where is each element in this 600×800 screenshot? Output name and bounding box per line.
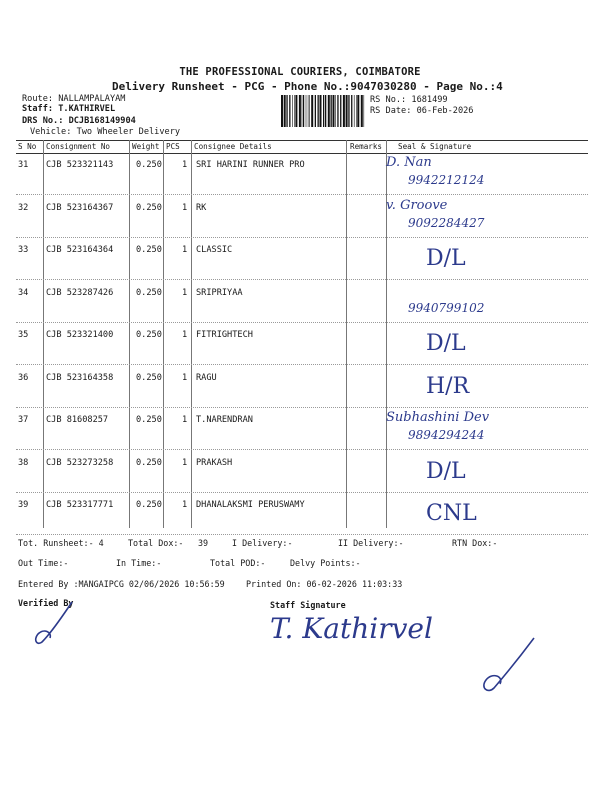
ii-delivery: II Delivery:-	[338, 538, 404, 548]
second-verifier-signature	[470, 636, 540, 696]
table-row	[16, 493, 588, 535]
i-delivery: I Delivery:-	[232, 538, 293, 548]
total-dox-value: 39	[198, 538, 209, 548]
rtn-dox: RTN Dox:-	[452, 538, 498, 548]
entered-by: Entered By :MANGAIPCG 02/06/2026 10:56:59	[18, 579, 225, 589]
route-label: Route: NALLAMPALAYAM	[22, 94, 126, 104]
row-sno: 32	[18, 202, 29, 213]
row-consignee: RK	[196, 202, 207, 213]
row-pcs: 1	[182, 202, 188, 213]
row-weight: 0.250	[136, 287, 162, 298]
row-consignee: CLASSIC	[196, 245, 233, 255]
table-row	[16, 281, 588, 323]
row-weight: 0.250	[136, 245, 162, 255]
table-row	[16, 153, 588, 195]
row-weight: 0.250	[136, 500, 162, 510]
row-consignee: PRAKASH	[196, 457, 233, 468]
vehicle-label: Vehicle: Two Wheeler Delivery	[30, 127, 181, 137]
handwritten-signature: H/R	[426, 373, 470, 399]
table-row	[16, 238, 588, 280]
handwritten-signature: CNL	[426, 501, 477, 526]
col-consignment: Consignment No	[46, 142, 111, 151]
row-weight: 0.250	[136, 202, 162, 213]
table-row	[16, 408, 588, 450]
row-pcs: 1	[182, 457, 188, 468]
handwritten-phone: 9092284427	[408, 215, 485, 230]
row-weight: 0.250	[136, 415, 162, 425]
row-consignee: FITRIGHTECH	[196, 330, 253, 340]
row-sno: 38	[18, 457, 29, 468]
row-pcs: 1	[182, 500, 188, 510]
row-pcs: 1	[182, 415, 188, 425]
row-weight: 0.250	[136, 457, 162, 468]
row-consignee: DHANALAKSMI PERUSWAMY	[196, 500, 305, 510]
col-remarks: Remarks	[350, 142, 383, 151]
row-pcs: 1	[182, 245, 188, 255]
barcode	[280, 95, 366, 127]
row-consignment: CJB 523164364	[46, 245, 114, 255]
printed-on: Printed On: 06-02-2026 11:03:33	[246, 579, 403, 589]
total-pod: Total POD:-	[210, 558, 266, 568]
row-consignment: CJB 523321143	[46, 160, 114, 170]
delvy-points: Delvy Points:-	[290, 558, 361, 568]
col-consignee: Consignee Details	[194, 142, 272, 151]
handwritten-phone: 9894294244	[408, 428, 485, 442]
row-pcs: 1	[182, 160, 188, 170]
verified-by: Verified By	[18, 598, 74, 608]
handwritten-signature: D/L	[426, 246, 466, 271]
handwritten-phone: 9942212124	[408, 173, 485, 187]
table-row	[16, 196, 588, 238]
table-row	[16, 323, 588, 365]
handwritten-signature: Subhashini Dev	[386, 410, 490, 425]
row-sno: 34	[18, 287, 29, 298]
col-sno: S No	[18, 142, 37, 151]
drs-number: DRS No.: DCJB168149904	[22, 116, 136, 126]
staff-handwritten-signature: T. Kathirvel	[270, 612, 433, 645]
staff-label: Staff: T.KATHIRVEL	[22, 104, 116, 114]
row-consignment: CJB 523273258	[46, 457, 114, 468]
row-pcs: 1	[182, 330, 188, 340]
in-time: In Time:-	[116, 558, 162, 568]
row-sno: 35	[18, 330, 29, 340]
handwritten-signature: D/L	[426, 331, 466, 356]
table-row	[16, 451, 588, 493]
row-consignee: RAGU	[196, 372, 217, 383]
row-sno: 39	[18, 500, 29, 510]
total-dox-label: Total Dox:-	[128, 538, 184, 548]
col-pcs: PCS	[166, 142, 180, 151]
row-consignee: SRI HARINI RUNNER PRO	[196, 160, 305, 170]
row-pcs: 1	[182, 287, 188, 298]
row-sno: 37	[18, 415, 29, 425]
table-row	[16, 366, 588, 408]
handwritten-signature: D. Nan	[386, 155, 432, 170]
handwritten-signature: D/L	[426, 458, 466, 484]
row-consignment: CJB 523287426	[46, 287, 114, 298]
row-consignment: CJB 523164367	[46, 202, 114, 213]
handwritten-signature: v. Groove	[386, 197, 448, 213]
row-consignment: CJB 523321400	[46, 330, 114, 340]
handwritten-phone: 9940799102	[408, 300, 485, 315]
row-consignee: SRIPRIYAA	[196, 287, 243, 298]
col-weight: Weight	[132, 142, 160, 151]
row-weight: 0.250	[136, 160, 162, 170]
row-sno: 31	[18, 160, 29, 170]
row-consignment: CJB 523317771	[46, 500, 114, 510]
staff-signature-label: Staff Signature	[270, 600, 346, 610]
row-weight: 0.250	[136, 372, 162, 383]
row-sno: 36	[18, 372, 29, 383]
rs-number: RS No.: 1681499	[370, 95, 448, 105]
row-sno: 33	[18, 245, 29, 255]
row-consignee: T.NARENDRAN	[196, 415, 253, 425]
rs-date: RS Date: 06-Feb-2026	[370, 106, 474, 116]
out-time: Out Time:-	[18, 558, 69, 568]
tot-runsheet: Tot. Runsheet:- 4	[18, 538, 104, 548]
row-pcs: 1	[182, 372, 188, 383]
row-consignment: CJB 81608257	[46, 415, 109, 425]
col-signature: Seal & Signature	[398, 142, 472, 151]
row-weight: 0.250	[136, 330, 162, 340]
runsheet-title: Delivery Runsheet - PCG - Phone No.:9047030280 - Page No.:4	[112, 80, 503, 93]
row-consignment: CJB 523164358	[46, 372, 114, 383]
table-header	[16, 140, 588, 154]
company-title: THE PROFESSIONAL COURIERS, COIMBATORE	[179, 66, 421, 78]
verifier-signature	[28, 598, 78, 648]
